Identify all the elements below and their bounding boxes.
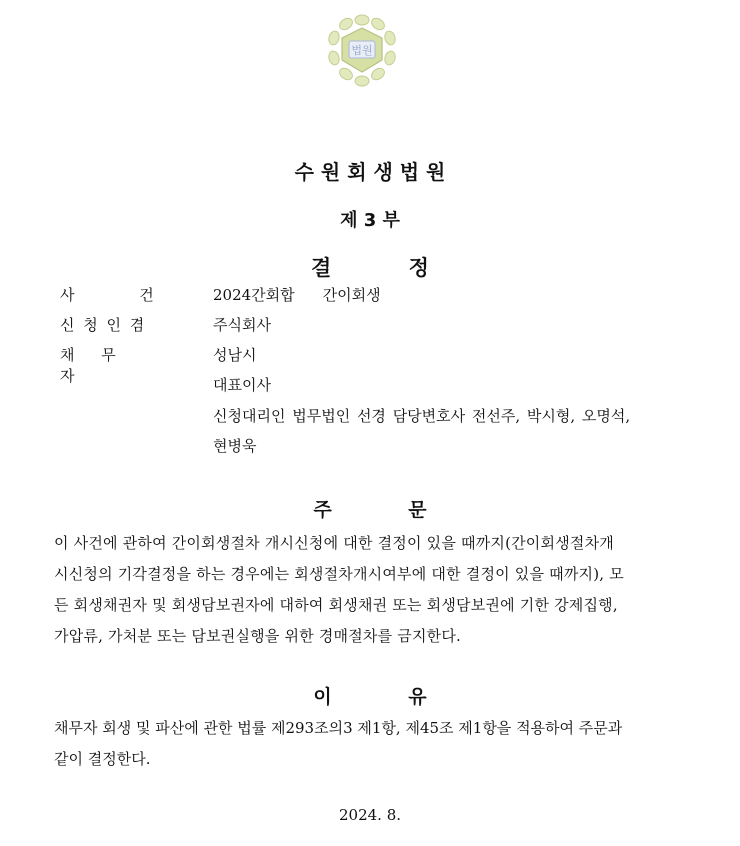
reason-line: 채무자 회생 및 파산에 관한 법률 제293조의3 제1항, 제45조 제1항을 적용하여 주문과: [54, 719, 623, 737]
division: 제 3 부: [340, 210, 400, 231]
party-label-applicant: [60, 314, 154, 335]
order-line: 시신청의 기각결정을 하는 경우에는 회생절차개시여부에 대한 결정이 있을 때까지), 모: [54, 565, 624, 583]
order-line: 이 사건에 관하여 간이회생절차 개시신청에 대한 결정이 있을 때까지(간이회생절차개: [54, 534, 614, 552]
party-label-debtor-text: 채 무 자: [60, 346, 116, 385]
document-title: [0, 252, 740, 282]
party-value-case: [213, 284, 381, 305]
party-label-debtor: [60, 344, 154, 386]
order-paragraph: [54, 528, 664, 652]
court-emblem-graphic: [324, 14, 400, 88]
party-value-debtor: 성남시: [213, 346, 257, 364]
order-heading: [0, 495, 740, 522]
party-value-applicant: 주식회사: [213, 316, 271, 334]
emblem-text: 법원: [351, 44, 373, 57]
reason-heading-text: 이 유: [313, 686, 427, 708]
decision-date: 2024. 8.: [338, 806, 402, 824]
party-value-agent: 신청대리인 법무법인 선경 담당변호사 전선주, 박시형, 오명석,: [213, 407, 631, 425]
court-name: 수 원 회 생 법 원: [294, 160, 446, 184]
court-emblem-logo: [324, 14, 400, 88]
case-type: 간이회생: [322, 286, 381, 304]
document-title-text: 결 정: [311, 256, 429, 280]
party-value-representative: 대표이사: [213, 376, 271, 394]
reason-line: 같이 결정한다.: [54, 750, 151, 768]
order-heading-text: 주 문: [313, 499, 427, 521]
order-line: 든 회생채권자 및 회생담보권자에 대하여 회생채권 또는 회생담보권에 기한 강제집행,: [54, 596, 618, 614]
party-value-agent-cont: 현병욱: [213, 437, 257, 455]
party-label-applicant-text: 신 청 인 겸: [60, 316, 145, 334]
case-number: 2024간회합: [213, 286, 295, 304]
party-label-case-text: 사 건: [60, 286, 154, 304]
reason-heading: [0, 682, 740, 709]
party-label-case: [60, 284, 154, 305]
order-line: 가압류, 가처분 또는 담보권실행을 위한 경매절차를 금지한다.: [54, 627, 461, 645]
reason-paragraph: [54, 713, 664, 775]
